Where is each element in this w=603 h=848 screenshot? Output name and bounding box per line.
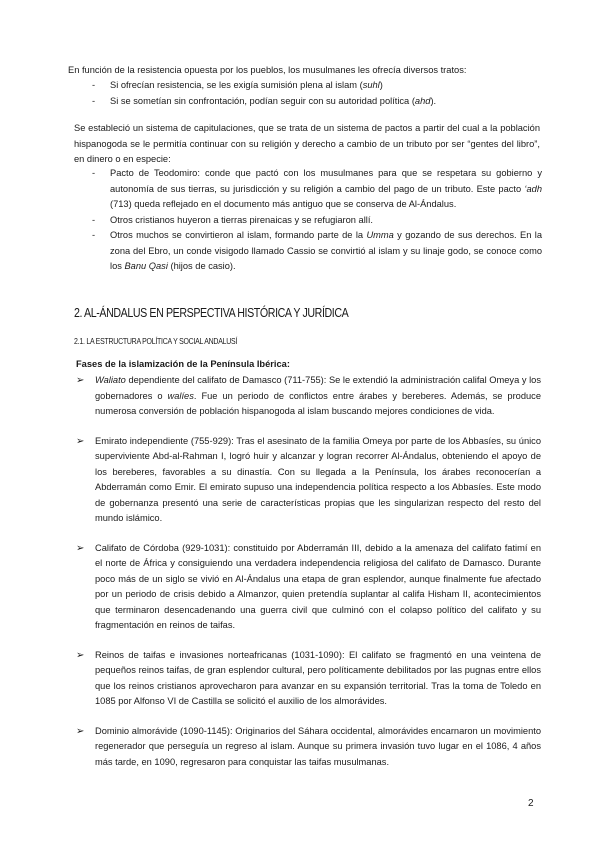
arrow-bullet-icon: ➢ [76,542,85,554]
list-item: - Pacto de Teodomiro: conde que pactó con los musulmanes para que se respetara su gobierno y autonomía de sus tierras, su jurisdicción y su religión a cambio del pago de un tributo. Este pacto ‘adh (713) queda reflejado en el documento más antiguo que se conserva de Al-Ándalus. [92,168,542,209]
arrow-bullet-icon: ➢ [76,435,85,447]
list-item: - Otros cristianos huyeron a tierras pirenaicas y se refugiaron allí. [92,214,374,225]
phases-title: Fases de la islamización de la Península Ibérica: [76,359,290,369]
phase-item-waliato: ➢ Waliato dependiente del califato de Damasco (711-755): Se le extendió la administración califal Omeya y los gobernadores o walíes. Fue un periodo de conflictos entre árabes y bereberes. Además, se produce numerosa conversión de población hispanogoda al islam buscando mejores condiciones de vida. [76,375,541,416]
phase-item-califato: ➢ Califato de Córdoba (929-1031): constituido por Abderramán III, debido a la amenaza del califato fatimí en el norte de África y consiguiendo una verdadera independencia religiosa del califato de Damasco. Durante poco más de un siglo se vivió en Al-Ándalus una etapa de gran esplendor, aunque finalmente fue afectado por un periodo de crisis debido a Almanzor, quien pretendía suplantar al califa Hisham II, acontecimientos que terminaron desencadenando una guerra civil que culminó con el colapso político del califato y su fragmentación en reinos de taifas. [76,542,541,630]
intro-paragraph: En función de la resistencia opuesta por los pueblos, los musulmanes les ofrecía diversos tratos: [68,65,467,75]
phase-item-taifas: ➢ Reinos de taifas e invasiones norteafricanas (1031-1090): El califato se fragmentó en una veintena de pequeños reinos taifas, de gran esplendor cultural, pero políticamente debilitados por las pugnas entre ellos que los reinos cristianos aprovecharon para avanzar en su expansión territorial. Tras la toma de Toledo en 1085 por Alfonso VI de Castilla se solicitó el auxilio de los almorávides. [76,649,541,706]
phase-item-emirato: ➢ Emirato independiente (755-929): Tras el asesinato de la familia Omeya por parte de los Abbasíes, su único superviviente Abd-al-Rahman I, logró huir y alcanzar y logran recorrer Al-Ándalus, obteniendo el apoyo de los bereberes, favorables a su dinastía. Con su llegada a la Península, los árabes reconocerían a Abderramán como Emir. El emirato supuso una independencia política respecto a los Abbasíes. Este modo de gobernanza presentó una serie de características propias que les singularizan respecto del resto del mundo islámico. [76,435,541,523]
section-heading: 2. AL-ÁNDALUS EN PERSPECTIVA HISTÓRICA Y JURÍDICA [74,305,349,320]
list-item: - Otros muchos se convirtieron al islam, formando parte de la Umma y gozando de sus derechos. En la zona del Ebro, un conde visigodo llamado Cassio se convirtió al islam y su linaje godo, se conoce como los Banu Qasi (hijos de casio). [92,230,542,271]
phases-list [76,373,541,784]
arrow-bullet-icon: ➢ [76,649,85,661]
responses-list [92,166,542,275]
subsection-heading: 2.1. LA ESTRUCTURA POLÍTICA Y SOCIAL ANDALUSÍ [74,336,238,346]
arrow-bullet-icon: ➢ [76,375,85,386]
treaties-list [92,78,540,109]
arrow-bullet-icon: ➢ [76,725,85,737]
capitulations-paragraph: Se estableció un sistema de capitulaciones, que se trata de un sistema de pactos a partir del cual a la población hispanogoda se le permitía continuar con su religión y derecho a cambio de un tributo por ser “gentes del libro”, en dinero o en especie: [74,123,540,164]
list-item: - Si se sometían sin confrontación, podían seguir con su autoridad política (ahd). [92,95,437,106]
list-item: - Si ofrecían resistencia, se les exigía sumisión plena al islam (suhl) [92,80,383,90]
phase-item-almoravide: ➢ Dominio almorávide (1090-1145): Originarios del Sáhara occidental, almorávides encarnaron un movimiento regenerador que perseguía un regreso al islam. Aunque su primera invasión tuvo lugar en el 1086, 4 años más tarde, en 1090, regresaron para conquistar las taifas musulmanas. [76,725,541,767]
page-number: 2 [528,798,534,809]
